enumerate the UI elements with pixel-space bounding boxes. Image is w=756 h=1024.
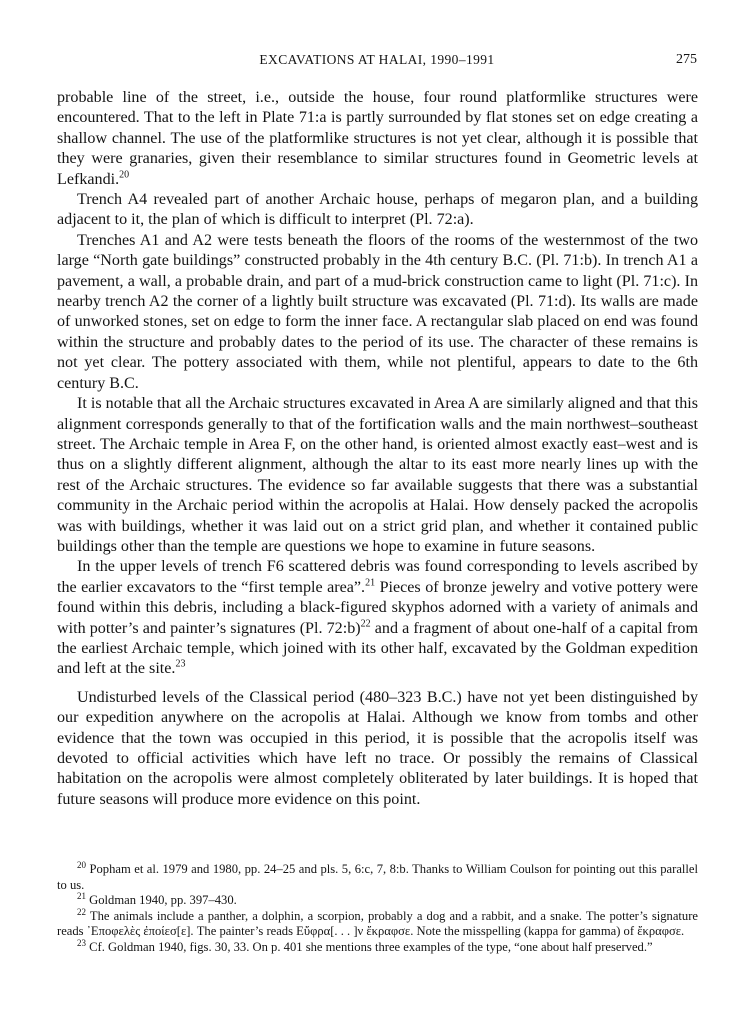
footnote-text: The animals include a panther, a dolphin, a scorpion, probably a dog and a rabbit, and a snake. The potter’s signature reads ᾿Εποφελὲς ἐποίεσ[ε]. The painter’s reads Εὔφρα[. . . ]ν ἔκραφσε. Note the misspelling (kappa for gamma) of ἔκραφσε. (57, 908, 699, 939)
page-header (57, 52, 697, 72)
paragraph-text: Trench A4 revealed part of another Archaic house, perhaps of megaron plan, and a building adjacent to it, the plan of which is difficult to interpret (Pl. 72:a). (57, 191, 698, 229)
footnote-ref: 23 (175, 659, 186, 671)
footnotes (57, 859, 699, 956)
paragraph (57, 557, 698, 679)
footnote-ref: 20 (119, 169, 130, 181)
paragraph-text: Undisturbed levels of the Classical period (480–323 B.C.) have not yet been distinguished by our expedition anywhere on the acropolis at Halai. Although we know from tombs and other evidence that the town was occupied in this period, it is possible that the acropolis itself was devoted to official activities which have left no trace. Or possibly the remains of Classical habitation on the acropolis were almost completely obliterated by later buildings. It is hoped that future seasons will produce more evidence on this point. (57, 688, 698, 808)
footnote-number: 23 (77, 937, 86, 948)
footnote-number: 22 (77, 906, 86, 917)
footnote (57, 906, 699, 940)
running-head: EXCAVATIONS AT HALAI, 1990–1991 (259, 52, 495, 67)
page-number: 275 (676, 52, 697, 67)
paragraph (57, 688, 698, 810)
footnote-number: 21 (77, 891, 86, 901)
paragraph (57, 190, 698, 231)
footnote (57, 859, 698, 893)
footnote-ref: 21 (365, 577, 376, 589)
paragraph-text: In the upper levels of trench F6 scattered debris was found corresponding to levels ascribed by the earlier excavators to the “first temple area”. (57, 558, 698, 596)
paragraph (57, 231, 698, 394)
paragraph-text: It is notable that all the Archaic structures excavated in Area A are similarly aligned and that this alignment corresponds generally to that of the fortification walls and the main northwest–southeast street. The Archaic temple in Area F, on the other hand, is oriented almost exactly east–west and is thus on a slightly different alignment, although the altar to its east more nearly lines up with the rest of the Archaic structures. The evidence so far available suggests that there was a substantial community in the Archaic period within the acropolis at Halai. How densely packed the acropolis was with buildings, whether it was laid out on a strict grid plan, and whether it contained public buildings other than the temple are questions we hope to examine in future seasons. (57, 395, 698, 555)
paragraph-text: Trenches A1 and A2 were tests beneath the floors of the rooms of the westernmost of the two large “North gate buildings” constructed probably in the 4th century B.C. (Pl. 71:b). In trench A1 a pavement, a wall, a probable drain, and part of a mud-brick construction came to light (Pl. 71:c). In nearby trench A2 the corner of a lightly built structure was excavated (Pl. 71:d). Its walls are made of unworked stones, set on edge to form the inner face. A rectangular slab placed on end was found within the structure and probably dates to the period of its use. The character of these remains is not yet clear. The pottery associated with them, while not plentiful, appears to date to the 6th century B.C. (57, 231, 698, 392)
paragraph (57, 394, 698, 557)
footnote-ref: 22 (360, 618, 371, 630)
footnote-text: Popham et al. 1979 and 1980, pp. 24–25 and pls. 5, 6:c, 7, 8:b. Thanks to William Coulson for pointing out this parallel to us. (57, 862, 698, 892)
paragraph (57, 88, 698, 190)
footnote-text: Cf. Goldman 1940, figs. 30, 33. On p. 401 she mentions three examples of the type, “one about half preserved.” (89, 939, 653, 954)
footnote-number: 20 (77, 859, 86, 870)
paragraph-text: Pieces of bronze jewelry and votive pottery were found within this debris, including a black-figured skyphos adorned with a variety of animals and with potter’s and painter’s signatures (Pl. 72:b) (57, 578, 698, 637)
footnote-text: Goldman 1940, pp. 397–430. (89, 893, 237, 908)
body-text (57, 88, 698, 810)
footnote (57, 893, 698, 909)
footnote (57, 937, 698, 956)
paragraph-text: probable line of the street, i.e., outside the house, four round platformlike structures were encountered. That to the left in Plate 71:a is partly surrounded by flat stones set on edge creating a shallow channel. The use of the platformlike structures is not yet clear, although it is possible that they were granaries, given their resemblance to similar structures found in Geometric levels at Lefkandi. (57, 89, 698, 188)
paragraph-text: and a fragment of about one-half of a capital from the earliest Archaic temple, which joined with its other half, excavated by the Goldman expedition and left at the site. (57, 619, 698, 678)
